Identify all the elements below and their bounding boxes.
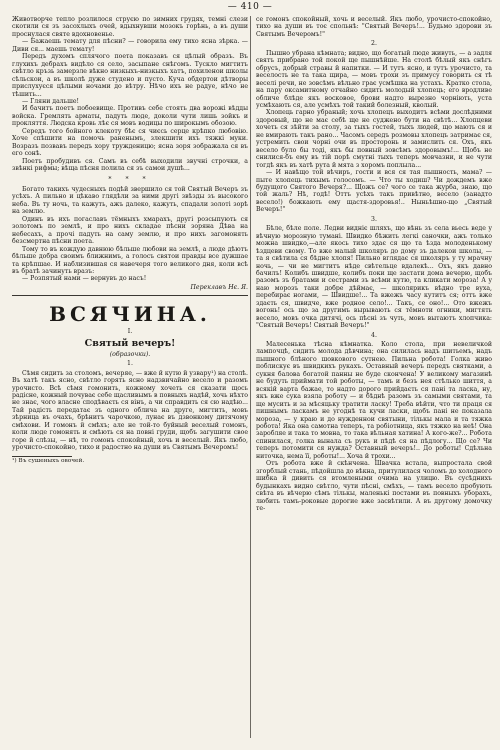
paragraph: Одинъ въ ихъ погаславъ тёмныхъ хмарахъ, другі розсыпують ся золотомъ по землѣ, и про нихъ складае пѣсни зоряна Дѣва на небесахъ, а прочі падуть на саму землю, и про нихъ загомонять безсмертна пѣсни поета. [12, 215, 248, 246]
paragraph: Тому то въ кождую давнюю бѣльше любови на землѣ, а люде дѣютъ бѣльше добра своимъ ближнимъ, а голосъ святои правды все дужшае та крѣпшае. И наблизившая ся навечеря того великого дня, коли всѣ въ братѣ зачинуть вразъ: [12, 245, 248, 275]
paragraph: Отъ робота вже й скѣнчена. Швачка встала, выпростала свой згорблый стань, пѣдойшла до вѣкна, притулилася чоломъ до холодного шибка й дивить ся втомлеными очима на улицю. Въ сусѣднихъ будынкахъ видно свѣтло, чути пѣсні, смѣхъ, — тамъ весело пробують свѣта въ вѣчерю сѣмъ тількы, маленькі постами въ повныхъ уборахъ, любить тамъ-роковые дорогие вже засвѣтили. А въ другому домочку те- [256, 460, 492, 512]
paragraph: се гомонъ спокойный, хочь и веселый. Якъ любо, урочисто-спокойно, тихо на души въ тоє спольнѣ: "Святый Вечеръ!... Будьмо здорови зъ Святымъ Вечеромъ!" [256, 16, 492, 38]
left-column [12, 16, 248, 465]
section-stars: * * * [108, 175, 152, 183]
page-number: — 410 — [227, 2, 273, 12]
article-title: Святый вечеръ! [84, 337, 176, 349]
paragraph: Сѣмя сидить за столомъ, вечеряе, — вже й кутю й узвару¹) на столѣ. Въ хатѣ такъ ясно, свѣтло горять ясно надзвичайно весело и разомъ урочисто. Всѣ сѣмя гомонить, кожному хочеть ся сказати щось радісне, кожный почуває себе щасливымъ в повныхъ надѣй, хочь нѣхто не знає, чого власне сподѣваєть ся вінъ, а чи справдить ся сю надѣю... Тай радість передатає зъ одного облича на друге, мигтить, мовъ зѣрница въ очахъ, брѣнитъ чарочкою, лунає въ дзвонкому дитячому смѣхови. И гомонъ й смѣхъ; але не той-то буйный веселый гомонъ, коли люде гомонять и смѣють ся на повні груди, щобъ загушити свое горе й слѣзы, — нѣ, то гомонъ спокойный, хочь и веселый. Якъ любо, урочисто-спокойно, тихо и радостно на души въ Святымъ Вечеромъ! [12, 369, 248, 452]
paragraph: Малесенька тѣсна кѣмнатка. Коло стола, при невеличкой лампочцѣ, сидить молода дѣвчина; она силилась надъ шитьемъ, надъ пышного блѣного шовкового сутнею. Пильна робота! Голка живо поблискує въ швидкихъ рукахъ. Оставный вечеръ передъ святками, а сукня балова богатой панны не буде скончена! У великому магазинѣ не будуть приймати той роботы, — тамъ и безъ нея стѣлько шиття, а всякій варта бажае, то надто дорого прийдаєть ся пані та ласка, ну, якъ вже сука взяла роботу — и бѣднѣ разомъ зъ самыми святами, та ще мусить и за мѣсяцьку тратити ласку! Треба вѣйти, что ти праця ся пишнымъ ласкамъ не угоднѣ та кучи ласки, щобъ пані не показала мороза, — у краю и до нужденнои святыни, тількы мала и та тяжка робота! Яка она самотна теперъ, та робіотница, якъ тяжко на неѣ! Она заробляе и така то мовна, то така вѣльная хатина! А кого-же?... Робота спинилася, голка вынала съ рукъ и пѣдѣ ся на пѣдлогу... Що се? Чи теперъ потомити ся нужда? Оставный вечеръ!.. До роботы! Сдѣльна ниточка, нема її, роботы!... Хоча й трохи... [256, 341, 492, 460]
paragraph: — И навѣщо той вѣчиръ, гости и вся ся тая пышность, мама? — пыте хлопець тихымъ голосомъ. — Что ты ходиш? Чи дождемъ вже будущого Святого Вечеря?... Щожъ се? чого се така журба, знаю, що той жаль? Нѣ, годѣ! Оттъ усѣхъ такъ привѣтно, весело (занадто весело!) божкають ему щастя-здоровья!.. Ныньѣшно-що „Святый Вечеръ!" [256, 169, 492, 214]
sub-number: 4. [371, 331, 377, 339]
column-divider [250, 16, 251, 738]
article-subtitle: (образочки). [109, 350, 151, 358]
sub-number: 3. [371, 215, 377, 223]
paragraph: Богато такихъ чудесныхъ подѣй звершило ся той Святый Вечеръ зъ усѣхъ. А пильно и цѣкаво глядѣли за ними другі звѣзды зъ высокого неба. Въ ту ночь, та кажуть, ажъ далеко, кажуть, спадали золоті зорѣ на землю. [12, 185, 248, 216]
paragraph: — Бажаешь темату для пѣсни? — говорила ему тихо ясна зѣрка. — Диви ся... маешь темату! [12, 38, 248, 53]
footnote: ¹) Въ сушеныхъ овочей. [12, 457, 85, 464]
right-column [256, 16, 492, 512]
paragraph: Поетъ пробудивъ ся. Самъ въ себѣ выходили звучні строчки, а звѣнкі рифмы; вѣща пѣсня полила ся зъ самои душѣ... [12, 157, 248, 173]
sub-number: 1. [127, 360, 133, 368]
paragraph: Животворче тепло розлилося струєю по зимних грудях, темні слези скотили ся зъ засохлыхъ очей, вдыхнувши мозокъ горѣнь, а въ души проснулася святе вдохновенье. [12, 16, 248, 38]
paragraph: Хлопець гарно убраный; хочь хлопецъ выходитъ всѣми дослѣдними здоровый, що не має себѣ ще не суджено бути на свѣтѣ... Хлопцеви хочеть ся зѣйти за столу, за тыхъ гостей, тыхъ людей, що мають ся и не вмирають такъ рано... Часомъ середъ розмовы хлопецъ затримає ся, устремить свои чорні очи въ просторонь и замислить ся. Охъ, якъ весело було бы тоді, якъ бы повный зовсѣмъ здоровымъ!... Щобъ не снилися-бъ ему въ тій порѣ смутні тыхъ теперъ мовчазни, и не чути тогдѣ якъ въ хатѣ рута й мята з хоромъ поплыла... [256, 109, 492, 169]
paragraph: Пышно убрана кѣмната; видно, що богатый люде живуть, — а задля святъ прибрано той покой ще пышнѣйше. На столѣ бѣлый якъ снѣгъ обрусъ, добрый стравы й напитки. — И тутъ ясно, и тутъ урочисто, та веселость не та така щира, — мовъ трохи зъ примусу говорить ся тѣ веселі речи, не зовсѣмъ вѣльно грає усмѣшка на устахъ. Кратко стола, на пару оксамитному отчайно сидить молодый хлопець; его вродливе обличе блѣде якъ восковое, брови надто вырезно чорніють, уста усмѣхають ся, але усмѣхъ той такий болезный, кволый. [256, 49, 492, 109]
paragraph: Бѣле, бѣле поле. Ледви видніє шляхъ, що вѣнь зъ села вьесь веде у вѣчную морозную тумані. Швидко бѣжить легкі саночки, ажъ только можна швидко,—але якось тихо здає ся що та ѣзда молоденькому ѣздцеви свому. То вже малый школяръ до дому зъ далекои школы, — та я свѣтила ся бѣдне хлопя! Пильно вглядає ся школяръ у ту мрачну ночь, — чи не мигтитъ нѣде свѣтельце вдалекѣ... Охъ, якъ давно бачилъ! Колибъ швидше, колибъ поки ще застати дома вечерю, щобъ разомъ зъ братами и сестрами зъ всѣми кутю, та кликати мороза! А у наю морозъ таки добре дѣймає, — школярикъ вѣдно тре вуха, перебирає ногами, — Швидше!... Та вжежъ часу кутитъ ся; оттъ вже здаєть ся, швидче, вже родное село!... Такъ, се оно!... Ото вжежъ вогонь! ось що за другимъ вырывають ся тёмноти огники, мигтять весело, мовъ очка дитячі, ось пѣсні зъ чуть, мовъ вытаютъ хлопчика: "Святый Вечеръ! Святый Вечеръ!" [256, 225, 492, 330]
paragraph: — Розпятый нами — вернувъ до насъ! [22, 275, 147, 283]
paragraph: И бачитъ поетъ побоевище. Противъ себе стоять два ворожі вѣдды войска. Гремлять арматы, падуть люде, доколи чути лишь зойкъ и прокляття. Людска кровь лѣє ся мовъ водицы по широкымъ обозою. [12, 105, 248, 128]
paragraph: — Гляни дальше! [22, 97, 79, 105]
paragraph: Середъ того бойного клекоту бѣє ся чиєсь серце крѣпко любовію. Хоче спѣшити на помочь раненымъ, злекшити ихъ тяжкі муки. Возразъ позвавъ передъ хору тружденицю; ясна зоря зображала ся въ его сонѣ. [12, 127, 248, 158]
translator-signature: Переклавъ Нє. Я. [190, 283, 248, 291]
section-rule [12, 295, 248, 296]
article-number: I. [127, 328, 133, 336]
section-heading: ВСЯЧИНА. [49, 302, 211, 327]
sub-number: 2. [371, 40, 377, 48]
paragraph: Передъ духомъ сплячого поета показавъ ся цѣлый образъ. Въ глухихъ дебрахъ видѣло ся село, засыпане снѣгомъ. Тускло мигтитъ свѣтло кръзь замерзле вѣкно низкыхъ-низкыхъ хатъ, похиленои школы сѣльскои, а въ школѣ дуже студено и пусто. Куча обдертои дѣтворы прислухуєся цѣлыми ночами до вѣтру. Нѣчо ихъ не радуе, нѣчо не тѣшить... [12, 53, 248, 98]
